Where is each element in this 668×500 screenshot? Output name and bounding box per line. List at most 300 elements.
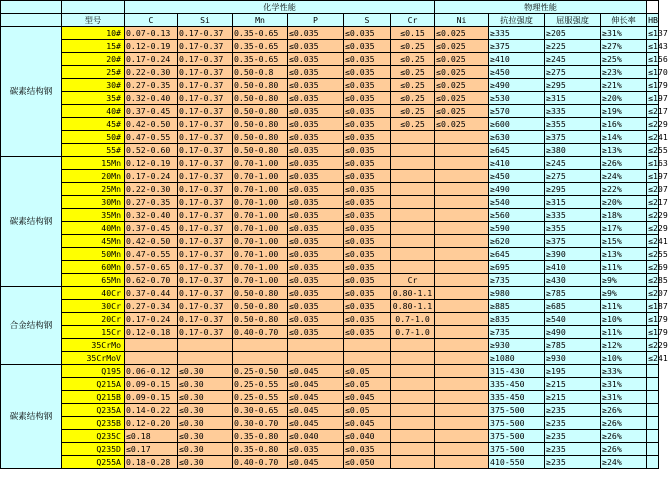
table-cell: ≤0.025 — [435, 92, 489, 105]
table-row — [1, 183, 659, 196]
table-cell: 0.17-0.37 — [178, 131, 233, 144]
grade-cell: Q215B — [62, 391, 125, 404]
table-cell: ≥19% — [601, 105, 647, 118]
table-cell: 0.17-0.37 — [178, 53, 233, 66]
group-header-row — [1, 1, 659, 14]
table-cell — [435, 274, 489, 287]
table-cell — [435, 378, 489, 391]
table-cell — [125, 339, 178, 352]
table-cell: ≤229 — [648, 340, 668, 350]
table-cell: ≤241 — [648, 132, 668, 142]
table-cell: 0.50-0.80 — [233, 287, 288, 300]
table-cell: ≤0.05 — [344, 365, 391, 378]
table-cell: ≥235 — [545, 404, 601, 417]
table-cell — [435, 209, 489, 222]
table-row — [1, 222, 659, 235]
table-row — [1, 417, 659, 430]
table-cell: ≤0.035 — [344, 118, 391, 131]
table-row — [1, 300, 659, 313]
table-cell: 0.32-0.40 — [125, 92, 178, 105]
table-row — [1, 105, 659, 118]
table-cell: 0.07-0.13 — [125, 27, 178, 40]
table-cell: ≤0.30 — [178, 430, 233, 443]
table-cell: ≥390 — [545, 248, 601, 261]
table-cell: ≤0.035 — [344, 209, 391, 222]
grade-cell: Q215A — [62, 378, 125, 391]
table-cell: ≥600 — [489, 118, 545, 131]
table-cell: 0.14-0.22 — [125, 404, 178, 417]
table-cell: 0.17-0.24 — [125, 53, 178, 66]
table-cell: ≥930 — [545, 352, 601, 365]
table-cell — [435, 443, 489, 456]
table-cell: ≤0.045 — [344, 391, 391, 404]
table-cell: 0.17-0.37 — [178, 287, 233, 300]
table-cell: ≤0.035 — [288, 235, 344, 248]
table-cell: ≤0.30 — [178, 378, 233, 391]
table-cell: ≤0.035 — [288, 144, 344, 157]
table-cell: ≥26% — [601, 157, 647, 170]
grade-cell: Q195 — [62, 365, 125, 378]
table-cell: 0.17-0.37 — [178, 300, 233, 313]
table-cell: 0.42-0.50 — [125, 235, 178, 248]
table-cell: 0.12-0.18 — [125, 326, 178, 339]
grade-cell: 45# — [62, 118, 125, 131]
table-cell: ≤0.035 — [288, 313, 344, 326]
table-row — [1, 430, 659, 443]
table-cell: 0.17-0.24 — [125, 313, 178, 326]
chem-group-label: 化学性能 — [125, 1, 435, 14]
category-label: 碳素结构钢 — [1, 27, 62, 157]
table-cell — [435, 235, 489, 248]
table-cell — [647, 456, 659, 469]
table-cell — [391, 196, 435, 209]
table-cell: ≥980 — [489, 287, 545, 300]
table-cell: ≥375 — [545, 235, 601, 248]
table-cell: 0.17-0.37 — [178, 326, 233, 339]
table-cell: 0.37-0.45 — [125, 222, 178, 235]
grade-cell: 10# — [62, 27, 125, 40]
table-cell: ≥335 — [545, 209, 601, 222]
table-row — [1, 53, 659, 66]
table-cell: ≥490 — [545, 326, 601, 339]
table-cell: ≥235 — [545, 443, 601, 456]
grade-cell: 35# — [62, 92, 125, 105]
table-cell: 375-500 — [489, 417, 545, 430]
table-cell — [391, 248, 435, 261]
table-cell: ≤0.045 — [288, 404, 344, 417]
table-cell: ≤0.035 — [344, 248, 391, 261]
grade-cell: 35CrMo — [62, 339, 125, 352]
table-cell — [391, 157, 435, 170]
table-cell: ≤0.035 — [288, 105, 344, 118]
table-cell: ≤229 — [648, 210, 668, 220]
table-cell — [391, 222, 435, 235]
table-cell: ≤0.035 — [344, 261, 391, 274]
table-cell: ≥24% — [601, 456, 647, 469]
table-cell: ≤0.035 — [288, 443, 344, 456]
table-cell: ≤179 — [648, 327, 668, 337]
table-row — [1, 235, 659, 248]
table-row — [1, 365, 659, 378]
table-cell: ≥450 — [489, 170, 545, 183]
table-cell: ≤0.25 — [391, 66, 435, 79]
table-cell: ≥24% — [601, 170, 647, 183]
table-row — [1, 40, 659, 53]
table-cell: ≥225 — [545, 40, 601, 53]
table-cell: 0.17-0.37 — [178, 248, 233, 261]
table-cell: 0.12-0.19 — [125, 40, 178, 53]
grade-cell: 55# — [62, 144, 125, 157]
table-cell: ≤0.035 — [288, 53, 344, 66]
table-cell: 315-430 — [489, 365, 545, 378]
table-cell: 0.50-0.80 — [233, 131, 288, 144]
table-cell: ≥11% — [601, 300, 647, 313]
table-row — [1, 131, 659, 144]
table-cell: 0.27-0.35 — [125, 79, 178, 92]
table-cell: ≤0.035 — [344, 196, 391, 209]
table-cell: ≤0.040 — [288, 430, 344, 443]
table-cell: ≤179 — [648, 80, 668, 90]
table-row — [1, 443, 659, 456]
table-cell — [647, 391, 659, 404]
table-cell — [435, 430, 489, 443]
table-cell: 0.17-0.37 — [178, 170, 233, 183]
table-cell: ≤0.035 — [288, 261, 344, 274]
table-cell: 0.37-0.45 — [125, 105, 178, 118]
table-cell: ≥215 — [545, 378, 601, 391]
table-row — [1, 404, 659, 417]
table-cell: ≤0.035 — [344, 66, 391, 79]
grade-cell: 25# — [62, 66, 125, 79]
table-cell: ≤0.045 — [288, 456, 344, 469]
table-cell — [344, 339, 391, 352]
table-row — [1, 352, 659, 365]
table-cell: ≥375 — [489, 40, 545, 53]
table-cell: ≤255 — [648, 145, 668, 155]
table-cell: 0.35-0.80 — [233, 430, 288, 443]
table-cell: 0.17-0.37 — [178, 313, 233, 326]
table-cell: ≤0.035 — [288, 131, 344, 144]
table-cell: ≥570 — [489, 105, 545, 118]
table-cell: 0.17-0.37 — [178, 40, 233, 53]
table-cell: ≤229 — [648, 119, 668, 129]
table-cell — [391, 365, 435, 378]
table-cell: 0.42-0.50 — [125, 118, 178, 131]
table-cell: 0.17-0.37 — [178, 235, 233, 248]
table-cell: ≤0.035 — [344, 157, 391, 170]
table-cell: ≤187 — [648, 301, 668, 311]
table-cell: 0.70-1.00 — [233, 274, 288, 287]
table-cell: ≤0.025 — [435, 105, 489, 118]
table-cell: ≥295 — [545, 183, 601, 196]
table-cell: ≤0.045 — [288, 417, 344, 430]
table-cell: ≥735 — [489, 326, 545, 339]
table-cell: 0.47-0.55 — [125, 131, 178, 144]
table-cell: ≥25% — [601, 53, 647, 66]
table-cell: 0.17-0.37 — [178, 157, 233, 170]
table-row — [1, 92, 659, 105]
col-header-mn: Mn — [233, 14, 288, 27]
table-cell: ≤0.17 — [125, 443, 178, 456]
table-cell: ≤0.30 — [178, 404, 233, 417]
table-cell — [435, 456, 489, 469]
table-cell: 0.35-0.65 — [233, 27, 288, 40]
table-cell: ≥15% — [601, 235, 647, 248]
table-cell: 0.40-0.70 — [233, 456, 288, 469]
table-cell: 0.50-0.80 — [233, 144, 288, 157]
table-cell: ≤0.035 — [344, 300, 391, 313]
table-cell: 0.25-0.55 — [233, 378, 288, 391]
table-cell: ≤0.035 — [288, 27, 344, 40]
table-cell: ≥12% — [601, 339, 647, 352]
table-cell: ≤241 — [648, 353, 668, 363]
table-cell: ≤0.30 — [178, 391, 233, 404]
table-cell: 0.17-0.37 — [178, 222, 233, 235]
table-cell — [435, 352, 489, 365]
table-cell: ≤0.025 — [435, 53, 489, 66]
table-cell: ≤0.25 — [391, 105, 435, 118]
table-cell: 0.17-0.37 — [178, 105, 233, 118]
table-cell: ≥26% — [601, 404, 647, 417]
table-cell: ≤179 — [648, 314, 668, 324]
table-cell: ≥11% — [601, 326, 647, 339]
table-cell: ≥410 — [489, 53, 545, 66]
table-cell: 0.80-1.1 — [391, 300, 435, 313]
table-cell — [435, 261, 489, 274]
table-cell: ≥23% — [601, 66, 647, 79]
table-cell: 0.35-0.65 — [233, 53, 288, 66]
table-cell: 0.17-0.37 — [178, 196, 233, 209]
table-cell: ≤207 — [648, 184, 668, 194]
table-cell: ≤217 — [648, 106, 668, 116]
table-row — [1, 391, 659, 404]
table-cell: ≤0.035 — [288, 79, 344, 92]
table-cell: 0.09-0.15 — [125, 391, 178, 404]
grade-cell: Q235C — [62, 430, 125, 443]
table-cell: ≤0.18 — [125, 430, 178, 443]
col-header-p: P — [288, 14, 344, 27]
table-cell: 0.52-0.60 — [125, 144, 178, 157]
table-cell — [391, 417, 435, 430]
table-cell: ≥31% — [601, 391, 647, 404]
table-cell: ≥490 — [489, 79, 545, 92]
table-cell: ≤0.035 — [344, 92, 391, 105]
table-cell: ≤197 — [648, 171, 668, 181]
table-cell: 0.50-0.80 — [233, 92, 288, 105]
table-cell: ≤0.035 — [288, 196, 344, 209]
table-cell: 0.30-0.70 — [233, 417, 288, 430]
col-header-yield: 屈服强度 — [545, 14, 601, 27]
grade-cell: 15Cr — [62, 326, 125, 339]
table-cell: ≤285 — [648, 275, 668, 285]
table-cell: 335-450 — [489, 391, 545, 404]
table-row — [1, 118, 659, 131]
table-cell: ≥410 — [545, 261, 601, 274]
table-cell — [178, 352, 233, 365]
table-cell: 0.7-1.0 — [391, 313, 435, 326]
table-cell: ≥540 — [545, 313, 601, 326]
table-cell: ≤163 — [648, 158, 668, 168]
table-cell: 0.50-0.80 — [233, 105, 288, 118]
table-cell: ≤0.035 — [344, 27, 391, 40]
table-cell: ≥275 — [545, 170, 601, 183]
table-cell: ≤0.035 — [288, 66, 344, 79]
table-cell — [435, 300, 489, 313]
table-cell: ≥645 — [489, 144, 545, 157]
table-cell: ≤0.035 — [344, 53, 391, 66]
table-cell: 0.12-0.19 — [125, 157, 178, 170]
table-cell: 0.25-0.50 — [233, 365, 288, 378]
table-cell: 0.22-0.30 — [125, 183, 178, 196]
table-cell: ≥355 — [545, 222, 601, 235]
table-cell: ≥785 — [545, 339, 601, 352]
table-cell: ≤0.035 — [344, 183, 391, 196]
table-cell: ≤0.035 — [344, 79, 391, 92]
table-cell: ≤0.035 — [344, 274, 391, 287]
grade-cell: 15Mn — [62, 157, 125, 170]
grade-cell: 40Mn — [62, 222, 125, 235]
table-cell: ≤0.035 — [288, 248, 344, 261]
table-cell: 0.50-0.8 — [233, 66, 288, 79]
table-cell: ≤0.30 — [178, 456, 233, 469]
table-cell: 0.70-1.00 — [233, 196, 288, 209]
table-cell: 0.70-1.00 — [233, 183, 288, 196]
col-header-tensile: 抗拉强度 — [489, 14, 545, 27]
table-cell: 0.30-0.65 — [233, 404, 288, 417]
table-cell — [125, 352, 178, 365]
grade-cell: 20Mn — [62, 170, 125, 183]
table-cell — [391, 144, 435, 157]
table-cell: ≥11% — [601, 261, 647, 274]
table-row — [1, 79, 659, 92]
table-cell: 0.37-0.44 — [125, 287, 178, 300]
table-cell — [435, 222, 489, 235]
table-cell: ≥13% — [601, 248, 647, 261]
table-row — [1, 170, 659, 183]
table-cell: ≥315 — [545, 196, 601, 209]
table-cell: 0.17-0.37 — [178, 118, 233, 131]
table-cell: 0.17-0.37 — [178, 274, 233, 287]
grade-cell: 60Mn — [62, 261, 125, 274]
table-row — [1, 27, 659, 40]
table-cell: 0.17-0.37 — [178, 92, 233, 105]
table-cell — [391, 183, 435, 196]
table-cell: 0.70-1.00 — [233, 261, 288, 274]
table-cell — [435, 183, 489, 196]
table-cell — [391, 170, 435, 183]
table-cell: ≥20% — [601, 196, 647, 209]
table-cell: ≤0.045 — [288, 391, 344, 404]
grade-cell: 25Mn — [62, 183, 125, 196]
table-cell — [391, 235, 435, 248]
table-cell: ≥10% — [601, 313, 647, 326]
table-cell: ≥26% — [601, 430, 647, 443]
table-cell — [647, 430, 659, 443]
grade-cell: 30Cr — [62, 300, 125, 313]
table-row — [1, 196, 659, 209]
table-cell: ≥26% — [601, 417, 647, 430]
table-cell: ≥590 — [489, 222, 545, 235]
table-cell: ≤0.045 — [288, 378, 344, 391]
grade-cell: 35Mn — [62, 209, 125, 222]
table-cell: ≥430 — [545, 274, 601, 287]
table-cell: ≤217 — [648, 197, 668, 207]
table-cell: ≥14% — [601, 131, 647, 144]
category-label: 合金结构钢 — [1, 287, 62, 365]
table-row — [1, 456, 659, 469]
table-cell: 0.7-1.0 — [391, 326, 435, 339]
table-cell: 0.25-0.55 — [233, 391, 288, 404]
table-cell: ≤156 — [648, 54, 668, 64]
table-cell: 0.70-1.00 — [233, 248, 288, 261]
table-cell: ≥9% — [601, 287, 647, 300]
table-cell: ≥235 — [545, 456, 601, 469]
table-cell: ≤0.025 — [435, 40, 489, 53]
table-cell: ≥375 — [545, 131, 601, 144]
table-row — [1, 209, 659, 222]
table-cell: 335-450 — [489, 378, 545, 391]
table-row — [1, 274, 659, 287]
table-cell — [435, 196, 489, 209]
table-row — [1, 261, 659, 274]
table-cell: ≥315 — [545, 92, 601, 105]
table-cell — [391, 404, 435, 417]
table-cell — [391, 261, 435, 274]
table-cell: ≤0.035 — [288, 287, 344, 300]
table-row — [1, 144, 659, 157]
grade-cell: 30Mn — [62, 196, 125, 209]
table-cell: ≤0.05 — [344, 378, 391, 391]
grade-cell: 35CrMoV — [62, 352, 125, 365]
table-cell: ≤0.035 — [344, 326, 391, 339]
table-cell: ≥9% — [601, 274, 647, 287]
table-cell: 375-500 — [489, 404, 545, 417]
table-cell: 0.17-0.37 — [178, 66, 233, 79]
table-cell: ≤0.045 — [344, 417, 391, 430]
table-cell: ≥560 — [489, 209, 545, 222]
table-cell: ≤0.30 — [178, 417, 233, 430]
table-cell: Cr — [391, 274, 435, 287]
table-cell: ≥335 — [545, 105, 601, 118]
table-cell: 0.50-0.80 — [233, 313, 288, 326]
table-cell: ≥31% — [601, 27, 647, 40]
table-cell: 410-550 — [489, 456, 545, 469]
table-row — [1, 248, 659, 261]
table-cell — [647, 404, 659, 417]
table-cell: 0.70-1.00 — [233, 222, 288, 235]
table-cell: ≤0.035 — [288, 326, 344, 339]
table-cell: 375-500 — [489, 430, 545, 443]
table-cell: ≤0.035 — [344, 222, 391, 235]
table-cell: ≥205 — [545, 27, 601, 40]
table-row — [1, 287, 659, 300]
table-cell: ≥10% — [601, 352, 647, 365]
table-cell — [435, 157, 489, 170]
table-cell: ≤0.050 — [344, 456, 391, 469]
grade-cell: Q235A — [62, 404, 125, 417]
table-cell: 0.50-0.80 — [233, 300, 288, 313]
table-cell: 0.06-0.12 — [125, 365, 178, 378]
table-cell: ≤0.25 — [391, 79, 435, 92]
table-cell: ≤0.035 — [344, 170, 391, 183]
table-cell: ≥620 — [489, 235, 545, 248]
table-cell: ≥215 — [545, 391, 601, 404]
table-cell: ≥26% — [601, 443, 647, 456]
table-cell — [435, 313, 489, 326]
col-header-si: Si — [178, 14, 233, 27]
table-cell: ≤197 — [648, 93, 668, 103]
table-cell: 0.80-1.1 — [391, 287, 435, 300]
